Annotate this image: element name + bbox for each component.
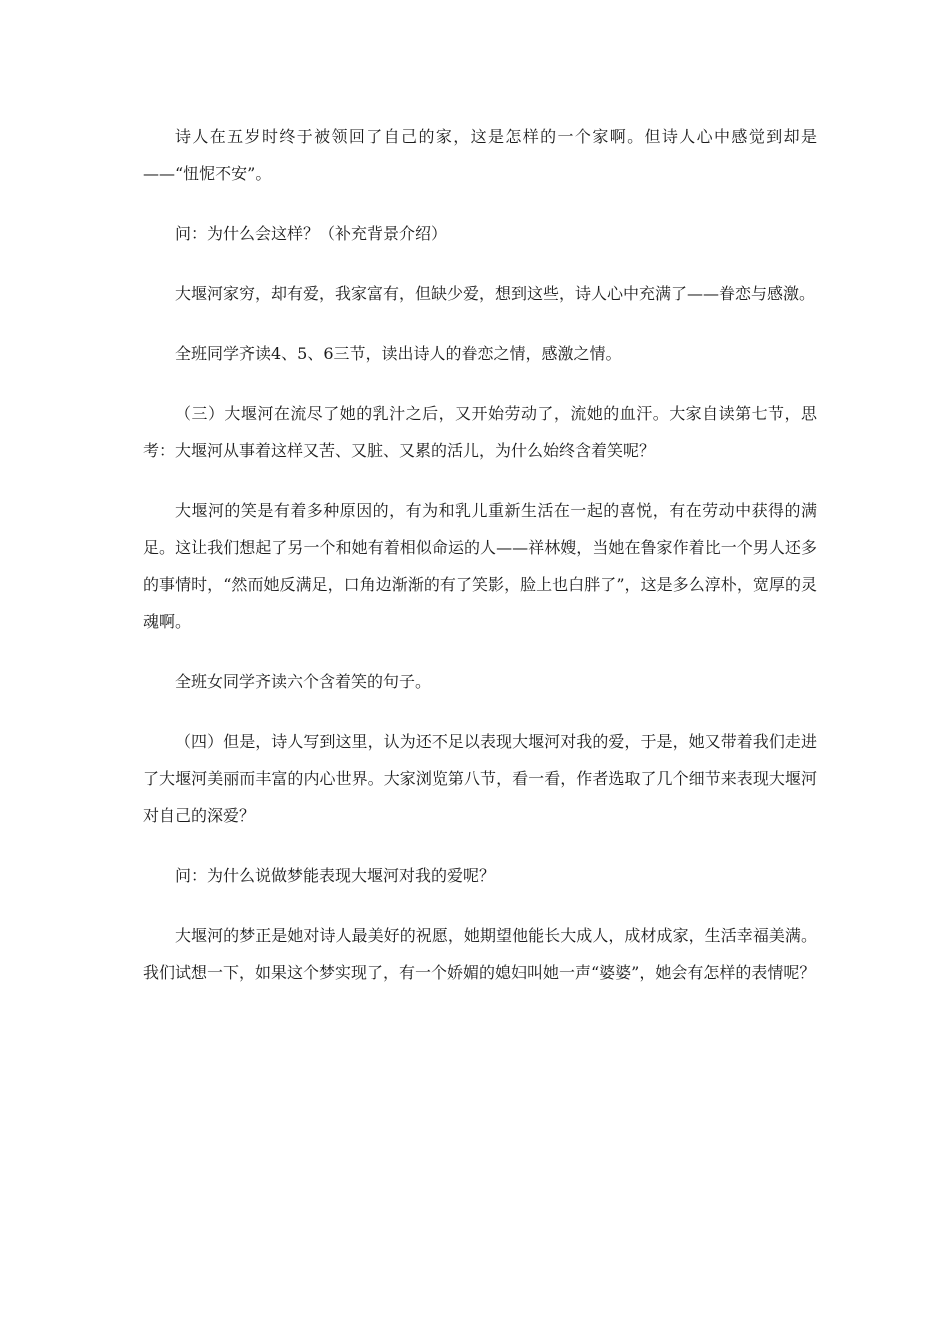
paragraph-6: 大堰河的笑是有着多种原因的，有为和乳儿重新生活在一起的喜悦，有在劳动中获得的满足。这让我们想起了另一个和她有着相似命运的人——祥林嫂，当她在鲁家作着比一个男人还多的事情时，“然而她反满足，口角边渐渐的有了笑影，脸上也白胖了”，这是多么淳朴，宽厚的灵魂啊。 — [143, 501, 817, 631]
paragraph-2: 问：为什么会这样？（补充背景介绍） — [175, 224, 448, 243]
paragraph-1: 诗人在五岁时终于被领回了自己的家，这是怎样的一个家啊。但诗人心中感觉到却是——“忸怩不安”。 — [143, 127, 817, 183]
paragraph-10: 大堰河的梦正是她对诗人最美好的祝愿，她期望他能长大成人，成材成家，生活幸福美满。我们试想一下，如果这个梦实现了，有一个娇媚的媳妇叫她一声“婆婆”，她会有怎样的表情呢？ — [143, 926, 817, 982]
paragraph-8: （四）但是，诗人写到这里，认为还不足以表现大堰河对我的爱，于是，她又带着我们走进了大堰河美丽而丰富的内心世界。大家浏览第八节，看一看，作者选取了几个细节来表现大堰河对自己的深爱？ — [143, 732, 817, 825]
paragraph-3: 大堰河家穷，却有爱，我家富有，但缺少爱，想到这些，诗人心中充满了——眷恋与感激。 — [175, 284, 816, 303]
paragraph-9: 问：为什么说做梦能表现大堰河对我的爱呢？ — [175, 866, 496, 885]
paragraph-7: 全班女同学齐读六个含着笑的句子。 — [175, 672, 432, 691]
document-body — [143, 118, 817, 1014]
paragraph-4: 全班同学齐读4、5、6三节，读出诗人的眷恋之情，感激之情。 — [175, 344, 622, 363]
paragraph-5: （三）大堰河在流尽了她的乳汁之后，又开始劳动了，流她的血汗。大家自读第七节，思考：大堰河从事着这样又苦、又脏、又累的活儿，为什么始终含着笑呢？ — [143, 404, 817, 460]
